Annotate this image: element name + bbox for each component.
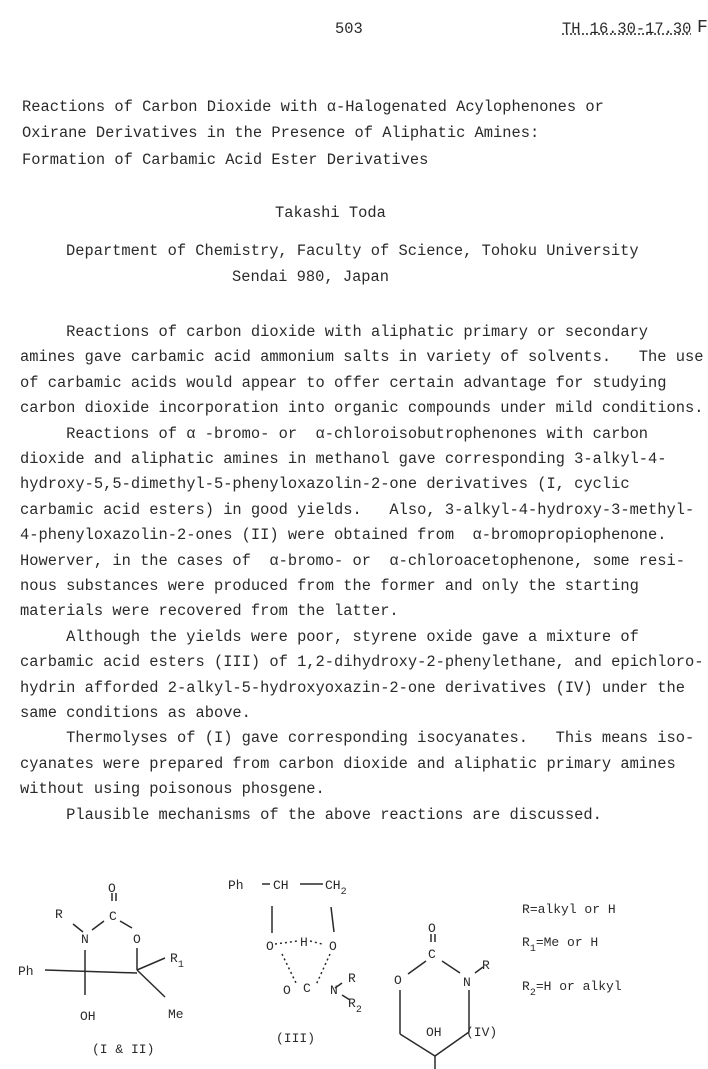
atom-R: R [55, 907, 63, 922]
body-line: hydrin afforded 2-alkyl-5-hydroxyoxazin-2-one derivatives (IV) under the [20, 678, 685, 697]
legend-r1: $R_1=Me$ or H [522, 935, 599, 955]
edge-mark: F [697, 18, 708, 38]
body-line: materials were recovered from the latter. [20, 602, 399, 621]
atom-N: N [330, 983, 338, 998]
atom-CH: CH [273, 878, 289, 893]
body-line: carbon dioxide incorporation into organic compounds under mild conditions. [20, 399, 704, 418]
atom-O: O [428, 921, 436, 936]
atom-O: O [266, 939, 274, 954]
atom-R1: $R_1$ [170, 951, 184, 971]
atom-C: C [428, 947, 436, 962]
atom-O: O [394, 973, 402, 988]
atom-N: N [463, 975, 471, 990]
atom-O: O [329, 939, 337, 954]
atom-OH: OH [426, 1025, 442, 1040]
body-line: of carbamic acids would appear to offer certain advantage for studying [20, 373, 667, 392]
body-line: without using poisonous phosgene. [20, 780, 325, 799]
atom-R: R [482, 958, 490, 973]
session-time: TH 16.30-17.30 [562, 20, 692, 38]
atom-N: N [81, 932, 89, 947]
title-line: Reactions of Carbon Dioxide with α-Halogenated Acylophenones or [22, 98, 604, 116]
body-line: amines gave carbamic acid ammonium salts in variety of solvents. The use [20, 348, 704, 367]
atom-Ph: Ph [18, 964, 34, 979]
body-line: Plausible mechanisms of the above reactions are discussed. [20, 805, 602, 824]
body-line: carbamic acid esters (III) of 1,2-dihydroxy-2-phenylethane, and epichloro- [20, 653, 704, 672]
body-line: Howerver, in the cases of α-bromo- or α-chloroacetophenone, some resi- [20, 551, 685, 570]
structure-label-IV: (IV) [466, 1025, 498, 1040]
atom-H: H [300, 935, 308, 950]
atom-O: O [108, 881, 116, 896]
affiliation: Department of Chemistry, Faculty of Science, Tohoku University [66, 242, 639, 260]
body-line: carbamic acid esters) in good yields. Also, 3-alkyl-4-hydroxy-3-methyl- [20, 500, 695, 519]
atom-O: O [283, 983, 291, 998]
body-line: same conditions as above. [20, 704, 251, 722]
body-line: cyanates were prepared from carbon dioxide and aliphatic primary amines [20, 754, 676, 773]
body-line: 4-phenyloxazolin-2-ones (II) were obtained from α-bromopropiophenone. [20, 526, 667, 545]
atom-R2: $R_2$ [348, 996, 362, 1016]
atom-Ph: Ph [228, 878, 244, 893]
atom-OH: OH [80, 1009, 96, 1024]
structure-label-III: (III) [276, 1031, 316, 1046]
atom-Me: Me [168, 1007, 184, 1022]
atom-CH2: $CH_2$ [325, 878, 347, 898]
body-line: Reactions of α -bromo- or α-chloroisobutrophenones with carbon [20, 424, 649, 443]
author: Takashi Toda [275, 204, 386, 222]
body-line: Thermolyses of (I) gave corresponding isocyanates. This means iso- [20, 729, 695, 748]
chemical-structures-figure [0, 870, 704, 1069]
structure-label-I-II: (I & II) [92, 1042, 155, 1057]
affiliation-city: Sendai 980, Japan [232, 268, 390, 286]
atom-R: R [348, 971, 356, 986]
body-line: dioxide and aliphatic amines in methanol gave corresponding 3-alkyl-4- [20, 450, 667, 468]
title-line: Oxirane Derivatives in the Presence of Aliphatic Amines: [22, 124, 540, 142]
body-line: Reactions of carbon dioxide with aliphatic primary or secondary [20, 323, 649, 341]
legend-r2: $R_2=H$ or alkyl [522, 979, 622, 999]
atom-C: C [109, 909, 117, 924]
title-line: Formation of Carbamic Acid Ester Derivatives [22, 151, 429, 169]
page-number: 503 [335, 20, 363, 38]
body-line: Although the yields were poor, styrene oxide gave a mixture of [20, 627, 639, 646]
atom-C: C [303, 981, 311, 996]
body-line: nous substances were produced from the former and only the starting [20, 577, 639, 595]
legend-r: R=alkyl or H [522, 902, 616, 917]
body-line: hydroxy-5,5-dimethyl-5-phenyloxazolin-2-one derivatives (I, cyclic [20, 475, 630, 494]
atom-O: O [133, 932, 141, 947]
